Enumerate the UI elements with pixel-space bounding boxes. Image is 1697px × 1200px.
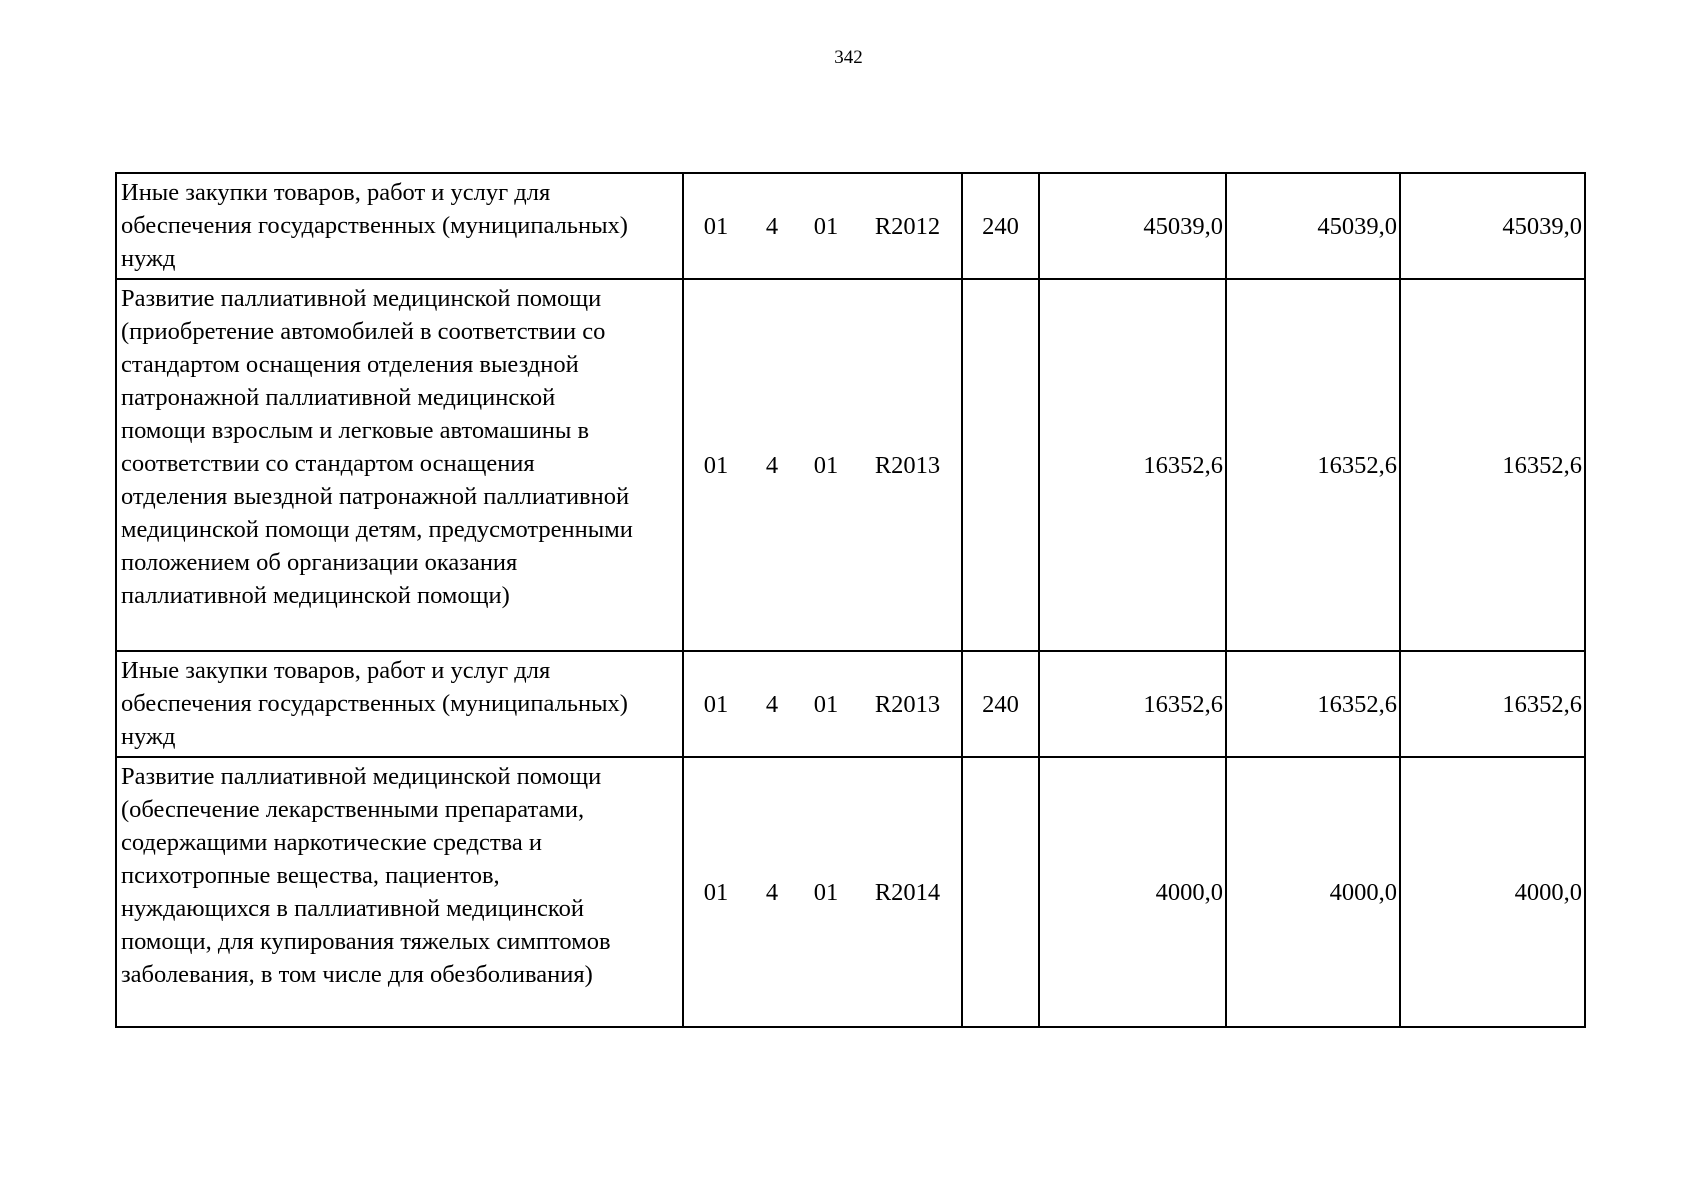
description-line: Иные закупки товаров, работ и услуг для <box>121 657 551 684</box>
table-row <box>116 651 1585 757</box>
row-description <box>116 757 683 1027</box>
row-code <box>683 757 962 1027</box>
description-line: патронажной паллиативной медицинской <box>121 384 556 411</box>
program-code: 01 <box>703 212 729 240</box>
description-line: заболевания, в том числе для обезболивания) <box>121 961 593 988</box>
description-line: обеспечения государственных (муниципальных) <box>121 212 628 239</box>
program-code: 01 <box>703 878 729 906</box>
amount-year-1: 4000,0 <box>1039 757 1226 1027</box>
table-row <box>116 279 1585 651</box>
description-line: нуждающихся в паллиативной медицинской <box>121 895 584 922</box>
description-line: обеспечения государственных (муниципальных) <box>121 690 628 717</box>
table-row <box>116 757 1585 1027</box>
direction-code: R2013 <box>874 451 941 479</box>
activity-code: 01 <box>813 212 839 240</box>
amount-year-1: 16352,6 <box>1039 651 1226 757</box>
direction-code: R2012 <box>874 212 941 240</box>
description-line: стандартом оснащения отделения выездной <box>121 351 579 378</box>
amount-year-3: 16352,6 <box>1400 651 1585 757</box>
row-description <box>116 279 683 651</box>
description-line: Развитие паллиативной медицинской помощи <box>121 763 602 790</box>
page-number: 342 <box>834 47 863 68</box>
description-line: помощи, для купирования тяжелых симптомов <box>121 928 611 955</box>
description-line: нужд <box>121 245 176 272</box>
row-code <box>683 651 962 757</box>
amount-year-1: 16352,6 <box>1039 279 1226 651</box>
description-line: Развитие паллиативной медицинской помощи <box>121 285 602 312</box>
amount-year-2: 45039,0 <box>1226 173 1400 279</box>
subprogram-code: 4 <box>765 878 779 906</box>
direction-code: R2013 <box>874 690 941 718</box>
activity-code: 01 <box>813 878 839 906</box>
description-line: психотропные вещества, пациентов, <box>121 862 500 889</box>
description-line: паллиативной медицинской помощи) <box>121 582 510 609</box>
amount-year-2: 16352,6 <box>1226 651 1400 757</box>
program-code: 01 <box>703 451 729 479</box>
budget-table <box>115 172 1586 1028</box>
expense-type <box>962 757 1039 1027</box>
description-line: (приобретение автомобилей в соответствии со <box>121 318 606 345</box>
description-line: (обеспечение лекарственными препаратами, <box>121 796 585 823</box>
description-line: медицинской помощи детям, предусмотренными <box>121 516 633 543</box>
amount-year-1: 45039,0 <box>1039 173 1226 279</box>
description-line: положением об организации оказания <box>121 549 518 576</box>
activity-code: 01 <box>813 690 839 718</box>
amount-year-3: 45039,0 <box>1400 173 1585 279</box>
description-line: содержащими наркотические средства и <box>121 829 542 856</box>
subprogram-code: 4 <box>765 212 779 240</box>
amount-year-3: 16352,6 <box>1400 279 1585 651</box>
activity-code: 01 <box>813 451 839 479</box>
table-row <box>116 173 1585 279</box>
row-description <box>116 651 683 757</box>
row-description <box>116 173 683 279</box>
expense-type: 240 <box>962 651 1039 757</box>
amount-year-2: 4000,0 <box>1226 757 1400 1027</box>
subprogram-code: 4 <box>765 690 779 718</box>
description-line: нужд <box>121 723 176 750</box>
expense-type: 240 <box>962 173 1039 279</box>
program-code: 01 <box>703 690 729 718</box>
description-line: соответствии со стандартом оснащения <box>121 450 535 477</box>
amount-year-2: 16352,6 <box>1226 279 1400 651</box>
description-line: помощи взрослым и легковые автомашины в <box>121 417 590 444</box>
description-line: Иные закупки товаров, работ и услуг для <box>121 179 551 206</box>
row-code <box>683 279 962 651</box>
description-line: отделения выездной патронажной паллиативной <box>121 483 630 510</box>
subprogram-code: 4 <box>765 451 779 479</box>
expense-type <box>962 279 1039 651</box>
amount-year-3: 4000,0 <box>1400 757 1585 1027</box>
row-code <box>683 173 962 279</box>
direction-code: R2014 <box>874 878 941 906</box>
